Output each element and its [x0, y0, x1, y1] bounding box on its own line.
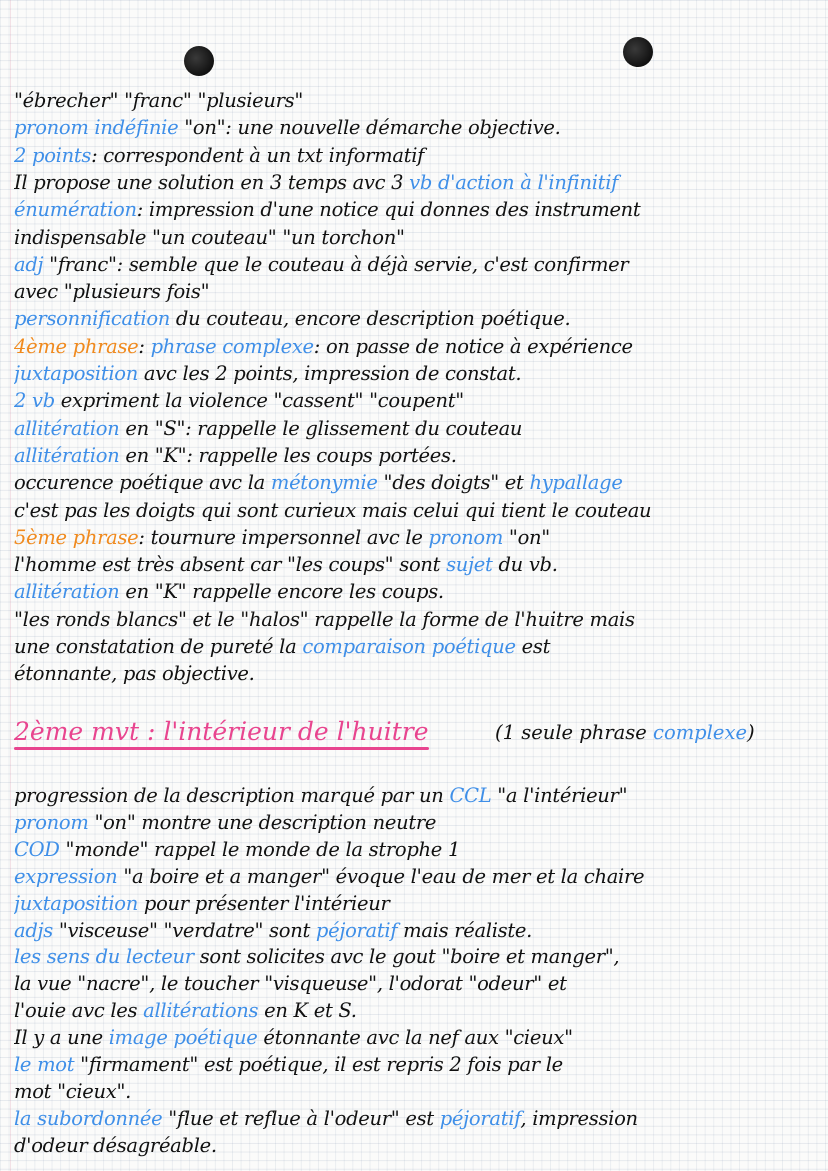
note-text: du vb. [492, 553, 558, 577]
section-note-prefix: (1 seule phrase [495, 721, 654, 744]
note-text: Il propose une solution en 3 temps avc 3 [14, 170, 410, 194]
note-line [14, 1106, 822, 1132]
note-text: en "S": rappelle le glissement du couteau [119, 416, 523, 440]
note-text: pour présenter l'intérieur [138, 891, 390, 915]
highlighted-term: allitération [14, 443, 120, 467]
highlighted-term: énumération [14, 198, 137, 222]
highlighted-term: péjoratif [439, 1106, 521, 1130]
note-line [14, 388, 822, 414]
note-line [14, 115, 822, 141]
highlighted-term: juxtaposition [14, 891, 139, 915]
note-line [14, 143, 822, 169]
note-line [14, 225, 822, 251]
highlighted-term: allitération [14, 416, 120, 440]
highlighted-term: adjs [14, 918, 53, 942]
highlighted-term: allitération [14, 580, 120, 604]
note-text: expriment la violence "cassent" "coupent" [54, 389, 464, 413]
note-line [14, 279, 822, 305]
section-note [495, 720, 755, 746]
highlighted-term: la subordonnée [14, 1106, 163, 1130]
note-line [14, 607, 822, 633]
highlighted-term: péjoratif [315, 918, 398, 942]
highlighted-term: personnification [14, 307, 171, 331]
highlighted-term: les sens du lecteur [14, 945, 194, 969]
note-text: avec "plusieurs fois" [14, 280, 210, 304]
note-text: : impression d'une notice qui donnes des instrument [136, 198, 641, 222]
highlighted-term: image poétique [108, 1026, 258, 1050]
note-text: "on": une nouvelle démarche objective. [178, 116, 561, 140]
note-text: : [138, 334, 151, 358]
highlighted-term: pronom indéfinie [14, 116, 179, 140]
section-title-text: 2ème mvt : l'intérieur de l'huitre [14, 717, 429, 746]
note-text: étonnante avc la nef aux "cieux" [257, 1026, 573, 1050]
note-line [14, 416, 822, 442]
note-line [14, 470, 822, 496]
note-text: en "K" rappelle encore les coups. [119, 580, 444, 604]
note-line [14, 634, 822, 660]
highlighted-term: adj [14, 252, 44, 276]
note-text: c'est pas les doigts qui sont curieux mais celui qui tient le couteau [14, 498, 652, 522]
note-text: la vue "nacre", le toucher "visqueuse", l'odorat "odeur" et [14, 972, 567, 996]
note-line [14, 971, 822, 997]
note-text: "on" [503, 525, 550, 549]
note-text: Il y a une [14, 1026, 109, 1050]
note-line [14, 197, 822, 223]
note-text: "a boire et a manger" évoque l'eau de mer et la chaire [117, 864, 645, 888]
binder-hole-right [623, 37, 653, 67]
note-line [14, 88, 822, 114]
section-title [14, 716, 429, 748]
note-line [14, 1052, 822, 1078]
highlighted-term: le mot [14, 1053, 75, 1076]
note-text: en "K": rappelle les coups portées. [119, 443, 457, 467]
note-line [14, 944, 822, 970]
note-line [14, 918, 822, 944]
note-line [14, 443, 822, 469]
note-text: étonnante, pas objective. [14, 662, 255, 686]
note-text: du couteau, encore description poétique. [170, 307, 571, 331]
note-text: l'ouie avc les [14, 999, 144, 1023]
note-line [14, 1025, 822, 1051]
note-line [14, 334, 822, 360]
note-text: "ébrecher" "franc" "plusieurs" [14, 89, 304, 112]
note-line [14, 579, 822, 605]
highlighted-term: juxtaposition [14, 362, 139, 385]
note-text: sont solicites avc le gout "boire et manger", [193, 945, 620, 969]
note-line [14, 552, 822, 578]
note-text: "on" montre une description neutre [88, 810, 437, 834]
note-text: progression de la description marqué par un [14, 784, 450, 807]
note-text: , impression [520, 1106, 638, 1130]
note-line [14, 525, 822, 551]
section-note-highlight: complexe [653, 721, 747, 744]
note-line [14, 891, 822, 917]
note-line [14, 498, 822, 524]
highlighted-term: COD [14, 837, 60, 861]
note-text: occurence poétique avc la [14, 471, 271, 495]
highlighted-term: vb d'action à l'infinitif [409, 170, 619, 194]
note-text: mais réaliste. [397, 918, 533, 942]
note-text: "visceuse" "verdatre" sont [52, 918, 316, 942]
note-text: en K et S. [258, 999, 357, 1023]
note-line [14, 837, 822, 863]
note-line [14, 661, 822, 687]
note-text: avc les 2 points, impression de constat. [138, 362, 522, 385]
highlighted-term: CCL [449, 784, 492, 807]
highlighted-term: 4ème phrase [14, 334, 139, 358]
note-line [14, 1133, 822, 1159]
note-text: d'odeur désagréable. [14, 1133, 217, 1157]
note-text: : correspondent à un txt informatif [91, 143, 425, 167]
note-text: "franc": semble que le couteau à déjà servie, c'est confirmer [43, 252, 629, 276]
note-text: "a l'intérieur" [491, 784, 628, 807]
highlighted-term: 2 vb [14, 389, 55, 413]
binder-hole-left [184, 46, 214, 76]
highlighted-term: pronom [428, 525, 504, 549]
note-line [14, 810, 822, 836]
note-text: l'homme est très absent car "les coups" sont [14, 553, 447, 577]
note-line [14, 783, 822, 809]
note-text: "firmament" est poétique, il est repris 2 fois par le [74, 1053, 563, 1076]
note-text: : tournure impersonnel avc le [138, 525, 429, 549]
note-text: mot "cieux". [14, 1079, 132, 1103]
note-line [14, 252, 822, 278]
note-line [14, 864, 822, 890]
highlighted-term: hypallage [529, 471, 623, 495]
note-line [14, 998, 822, 1024]
section-note-suffix: ) [746, 721, 755, 744]
highlighted-term: métonymie [270, 471, 378, 495]
note-text: "monde" rappel le monde de la strophe 1 [59, 837, 461, 861]
page-margin [0, 0, 11, 1171]
note-text: indispensable "un couteau" "un torchon" [14, 225, 405, 249]
note-line [14, 170, 822, 196]
highlighted-term: phrase complexe [150, 334, 314, 358]
highlighted-term: expression [14, 864, 118, 888]
note-line [14, 306, 822, 332]
highlighted-term: 2 points [14, 143, 92, 167]
title-underline [14, 747, 429, 750]
highlighted-term: 5ème phrase [14, 525, 139, 549]
highlighted-term: pronom [14, 810, 89, 834]
note-text: "les ronds blancs" et le "halos" rappelle la forme de l'huitre mais [14, 607, 635, 631]
note-text: : on passe de notice à expérience [313, 334, 633, 358]
note-line [14, 1079, 822, 1105]
note-text: une constatation de pureté la [14, 635, 303, 658]
highlighted-term: sujet [446, 553, 493, 577]
highlighted-term: allitérations [143, 999, 259, 1023]
note-text: est [515, 635, 551, 658]
note-line [14, 361, 822, 387]
note-text: "flue et reflue à l'odeur" est [162, 1106, 440, 1130]
highlighted-term: comparaison poétique [302, 635, 516, 658]
note-text: "des doigts" et [377, 471, 530, 495]
